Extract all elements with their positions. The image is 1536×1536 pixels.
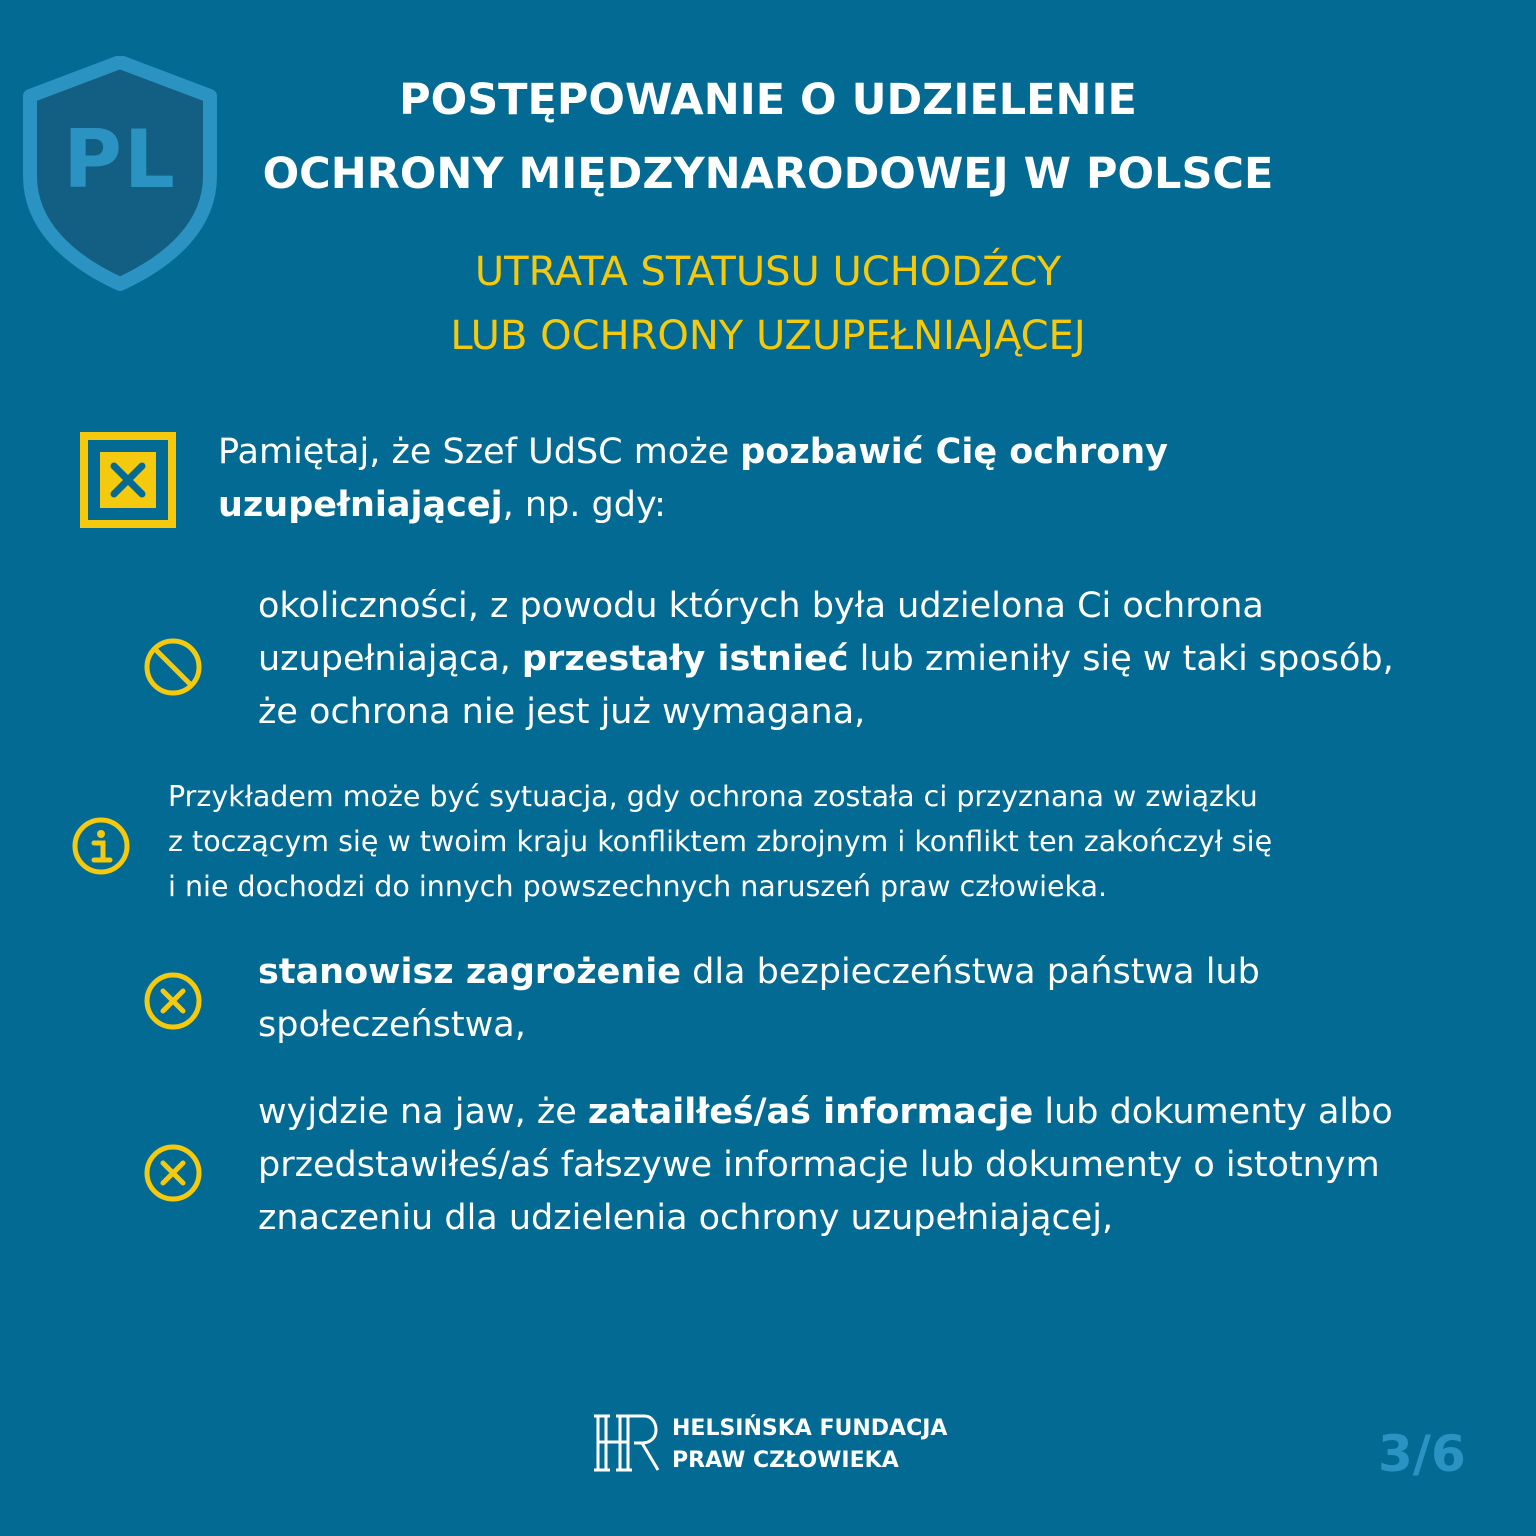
- info-note: [168, 774, 1272, 909]
- subtitle-line-2: LUB OCHRONY UZUPEŁNIAJĄCEJ: [450, 313, 1086, 359]
- list-item-line-2: uzupełniająca, przestały istnieć lub zmieniły się w taki sposób,: [258, 639, 1394, 679]
- org-name-line-1: HELSIŃSKA FUNDACJA: [672, 1416, 948, 1441]
- list-item-line-3: znaczeniu dla udzielenia ochrony uzupełniającej,: [258, 1198, 1114, 1238]
- page-title-line-2: OCHRONY MIĘDZYNARODOWEJ W POLSCE: [262, 149, 1274, 199]
- list-item: [258, 1086, 1393, 1245]
- intro-line-1: Pamiętaj, że Szef UdSC może pozbawić Cię ochrony: [218, 432, 1168, 472]
- hr-logo-icon: [590, 1412, 662, 1474]
- list-item: [258, 946, 1260, 1052]
- subtitle-line-1: UTRATA STATUSU UCHODŹCY: [474, 249, 1062, 295]
- intro-text: [218, 426, 1168, 532]
- list-item-line-2: przedstawiłeś/aś fałszywe informacje lub dokumenty o istotnym: [258, 1145, 1380, 1185]
- info-note-line-3: i nie dochodzi do innych powszechnych naruszeń praw człowieka.: [168, 870, 1108, 903]
- list-item: [258, 580, 1394, 739]
- list-item-line-2: społeczeństwa,: [258, 1005, 526, 1045]
- org-name-line-2: PRAW CZŁOWIEKA: [672, 1448, 899, 1473]
- info-icon: [70, 815, 132, 877]
- list-item-line-1: okoliczności, z powodu których była udzielona Ci ochrona: [258, 586, 1264, 626]
- page-title-line-1: POSTĘPOWANIE O UDZIELENIE: [399, 75, 1137, 125]
- info-note-line-2: z toczącym się w twoim kraju konfliktem zbrojnym i konflikt ten zakończył się: [168, 825, 1273, 858]
- list-item-line-1: stanowisz zagrożenie dla bezpieczeństwa państwa lub: [258, 952, 1260, 992]
- list-item-line-1: wyjdzie na jaw, że zatailłeś/aś informacje lub dokumenty albo: [258, 1092, 1393, 1132]
- x-box-icon: [80, 432, 176, 528]
- intro-line-2: uzupełniającej, np. gdy:: [218, 485, 666, 525]
- list-item-line-3: że ochrona nie jest już wymagana,: [258, 692, 866, 732]
- x-circle-icon: [142, 1142, 204, 1204]
- x-circle-icon: [142, 970, 204, 1032]
- page-number: 3/6: [1378, 1425, 1466, 1483]
- prohibited-icon: [142, 636, 204, 698]
- badge-text: PL: [63, 113, 177, 206]
- info-note-line-1: Przykładem może być sytuacja, gdy ochrona została ci przyznana w związku: [168, 780, 1258, 813]
